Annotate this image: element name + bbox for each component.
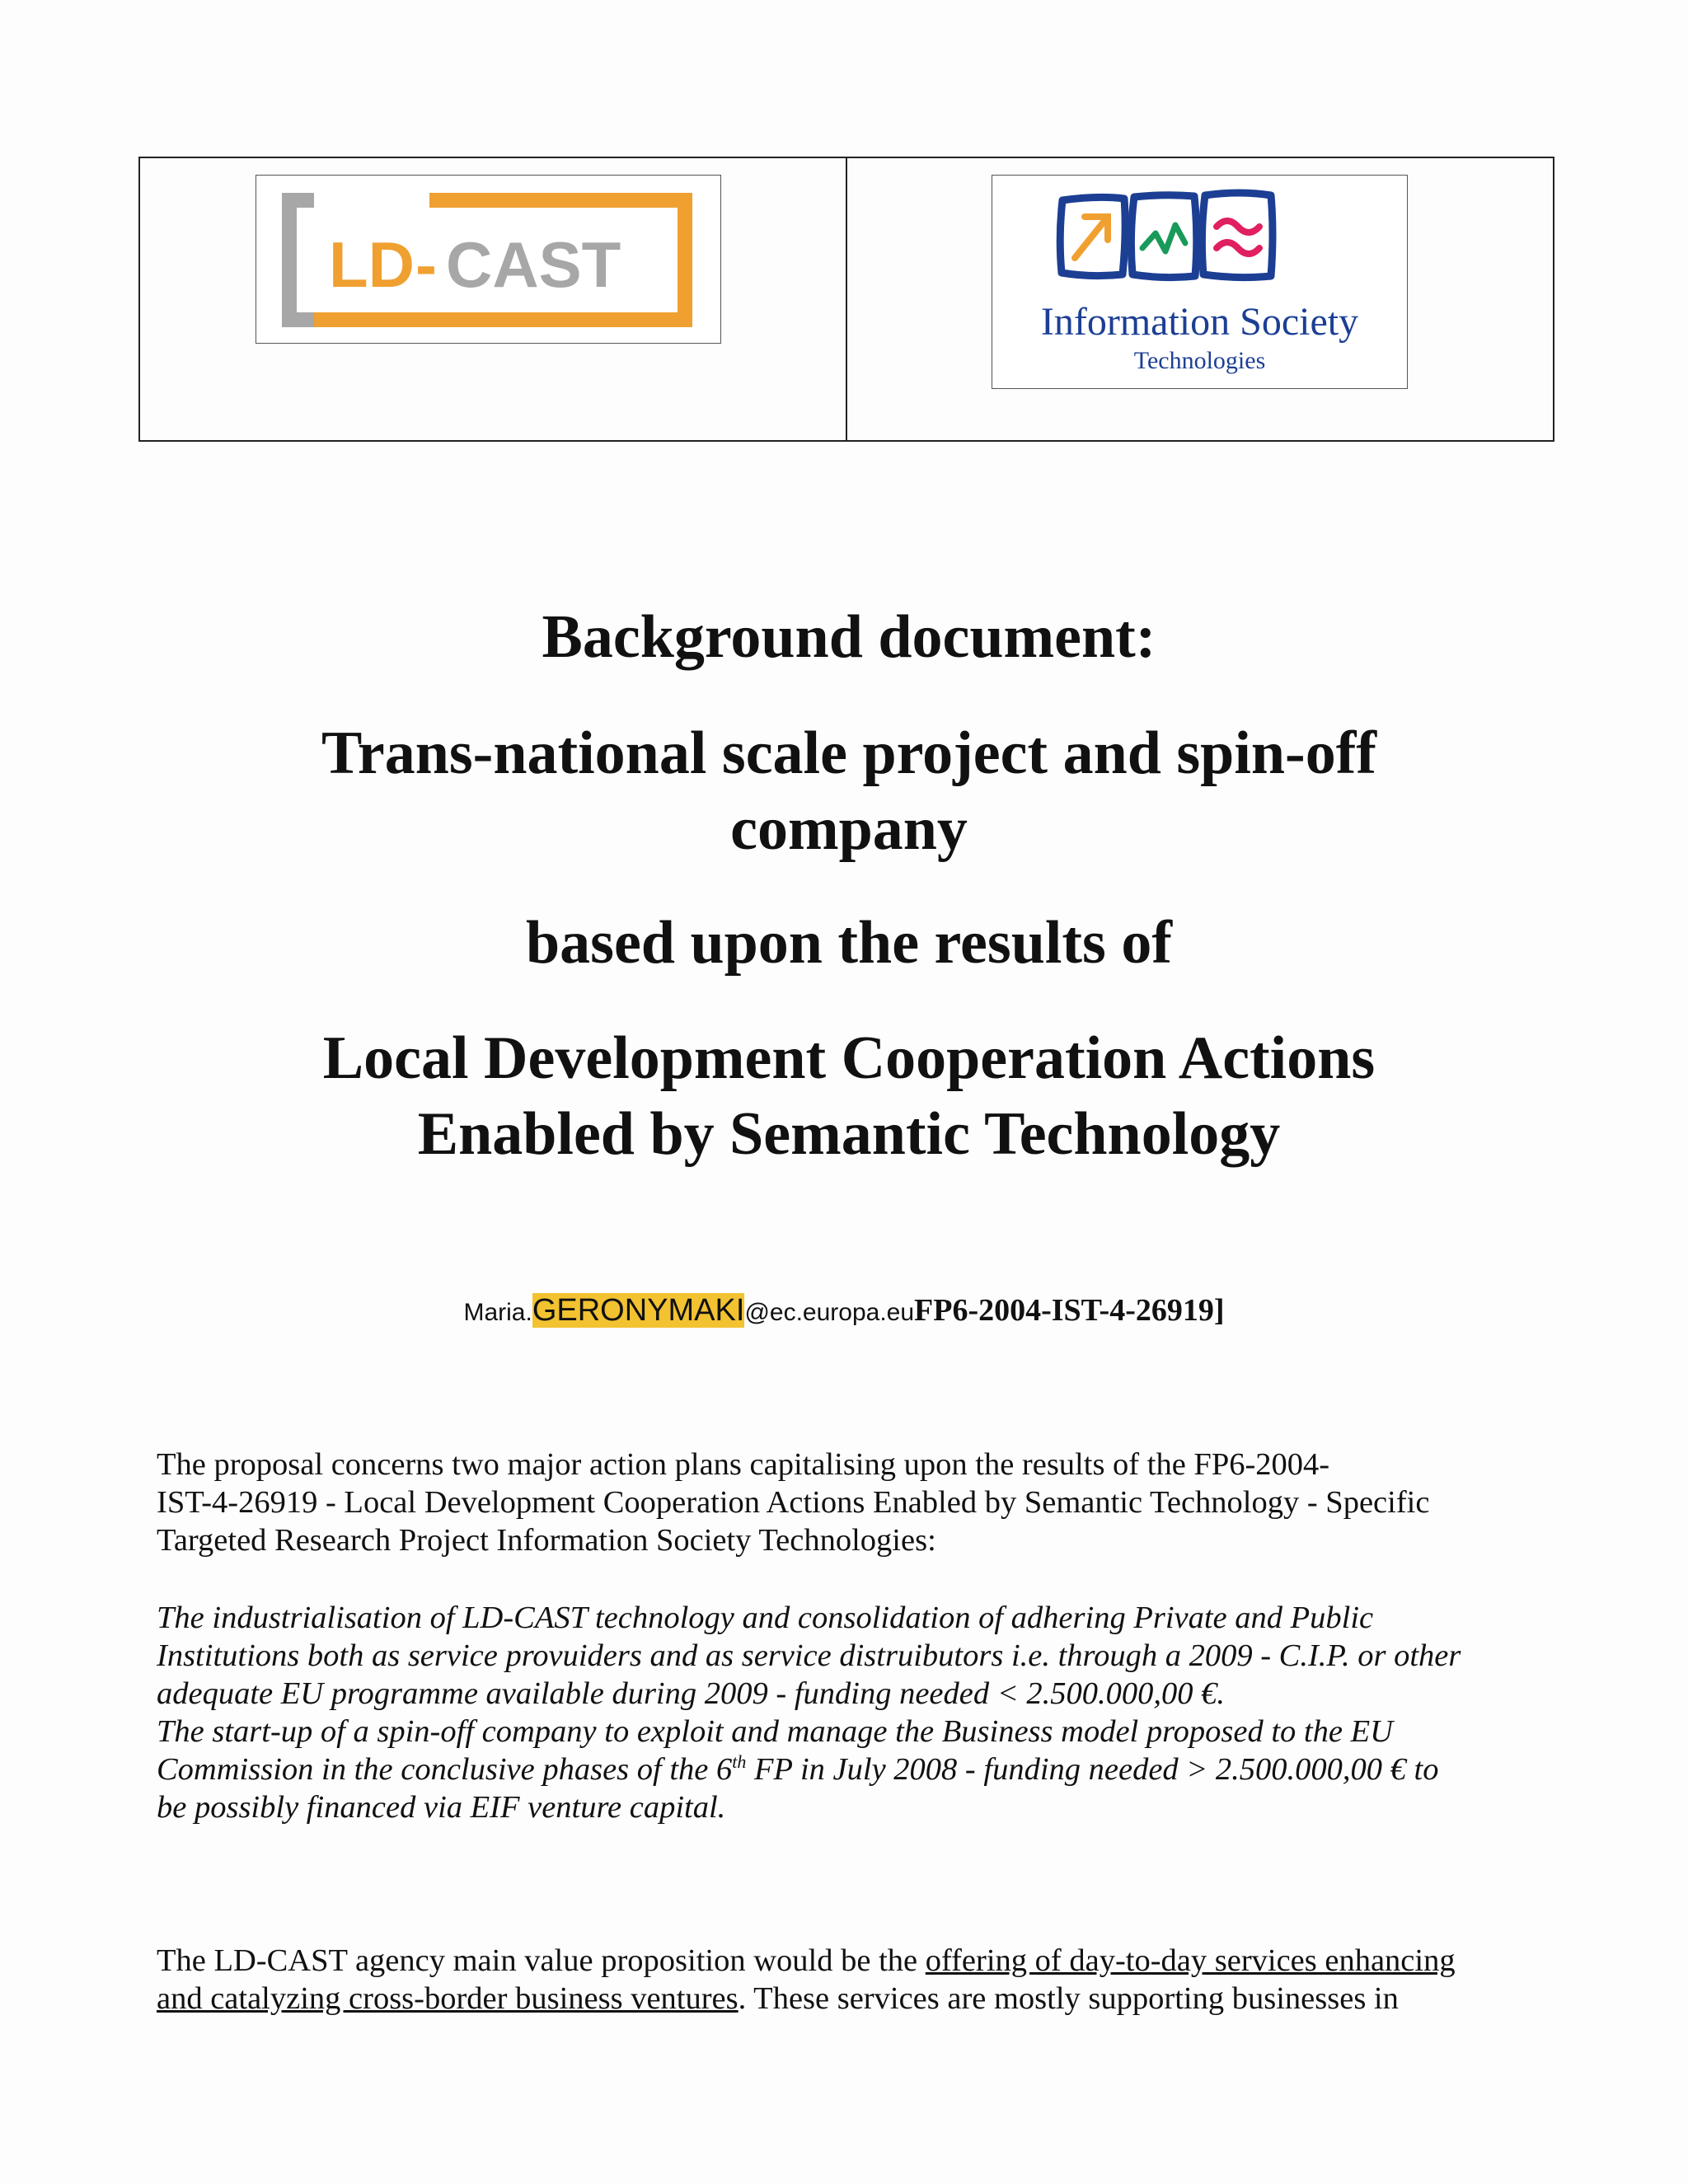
logo-cell-left: [140, 158, 847, 440]
paragraph-action-line: The industrialisation of LD-CAST technology and consolidation of adhering Private and Public: [157, 1601, 1374, 1635]
ist-squares-icon: [992, 176, 1409, 299]
title-line-2a: Trans-national scale project: [321, 719, 1048, 787]
superscript-th: th: [732, 1751, 747, 1773]
ld-cast-logo-graphic: [256, 176, 722, 344]
paragraph-action-line: The start-up of a spin-off company to exploit and manage the Business model proposed to the EU: [157, 1714, 1393, 1749]
ld-cast-logo-ld: LD: [329, 228, 415, 301]
project-code: FP6-2004-IST-4-26919]: [914, 1293, 1225, 1328]
title-block-2: [157, 715, 1541, 867]
line-part: . These services are mostly supporting businesses in: [738, 1981, 1399, 2016]
title-line-2b: and spin-off: [1048, 719, 1376, 787]
ld-cast-logo: [256, 175, 721, 344]
title-line-3: based upon the results of: [525, 909, 1172, 977]
contact-line: [0, 1286, 1688, 1338]
paragraph-value-line: [157, 1980, 1558, 2018]
underlined-text: offering of day-to-day services enhancing: [925, 1943, 1456, 1978]
logo-cell-right: [847, 158, 1553, 440]
contact-suffix: @ec.europa.eu: [744, 1299, 915, 1326]
line-part: Commission in the conclusive phases of the 6: [157, 1752, 733, 1787]
paragraph-intro-line: The proposal concerns two major action plans capitalising upon the results of the FP6-2004-: [157, 1447, 1330, 1482]
underlined-text: and catalyzing cross-border business ventures: [157, 1981, 738, 2016]
title-line-4a: Local Development Cooperation Actions: [322, 1024, 1376, 1092]
paragraph-action-line: adequate EU programme available during 2009 - funding needed < 2.500.000,00 €.: [157, 1676, 1225, 1711]
title-line-4b: Enabled by Semantic Technology: [417, 1100, 1281, 1168]
title-block-4: [157, 1020, 1541, 1172]
paragraph-action-line: Institutions both as service provuiders and as service distruibutors i.e. through a 2009 - C.I.P. or other: [157, 1638, 1461, 1673]
paragraph-intro-line: IST-4-26919 - Local Development Cooperation Actions Enabled by Semantic Technology - Specific: [157, 1485, 1430, 1520]
information-society-logo: [992, 175, 1408, 389]
line-part: The LD-CAST agency main value proposition would be the: [157, 1943, 926, 1978]
paragraph-action-line: be possibly financed via EIF venture capital.: [157, 1790, 726, 1825]
paragraph-intro-line: Targeted Research Project Information Society Technologies:: [157, 1523, 936, 1558]
paragraph-action-plans: [157, 1599, 1558, 1826]
contact-highlight: GERONYMAKI: [532, 1293, 745, 1328]
ist-logo-line1: Information Society: [1040, 300, 1359, 344]
paragraph-value-proposition: [157, 1942, 1558, 2018]
logo-table: [138, 157, 1554, 442]
contact-prefix: Maria.: [463, 1299, 532, 1326]
ld-cast-logo-cast: CAST: [446, 228, 621, 301]
paragraph-intro: [157, 1446, 1558, 1559]
ld-cast-logo-dash: -: [415, 228, 437, 301]
paragraph-value-line: [157, 1942, 1558, 1980]
line-part: FP in July 2008 - funding needed > 2.500.000,00 € to: [746, 1752, 1439, 1787]
ist-logo-line2: Technologies: [1133, 347, 1266, 374]
paragraph-action-line: [157, 1750, 1558, 1788]
title-line-2c: company: [730, 795, 968, 863]
title-line-1: Background document:: [542, 603, 1156, 671]
